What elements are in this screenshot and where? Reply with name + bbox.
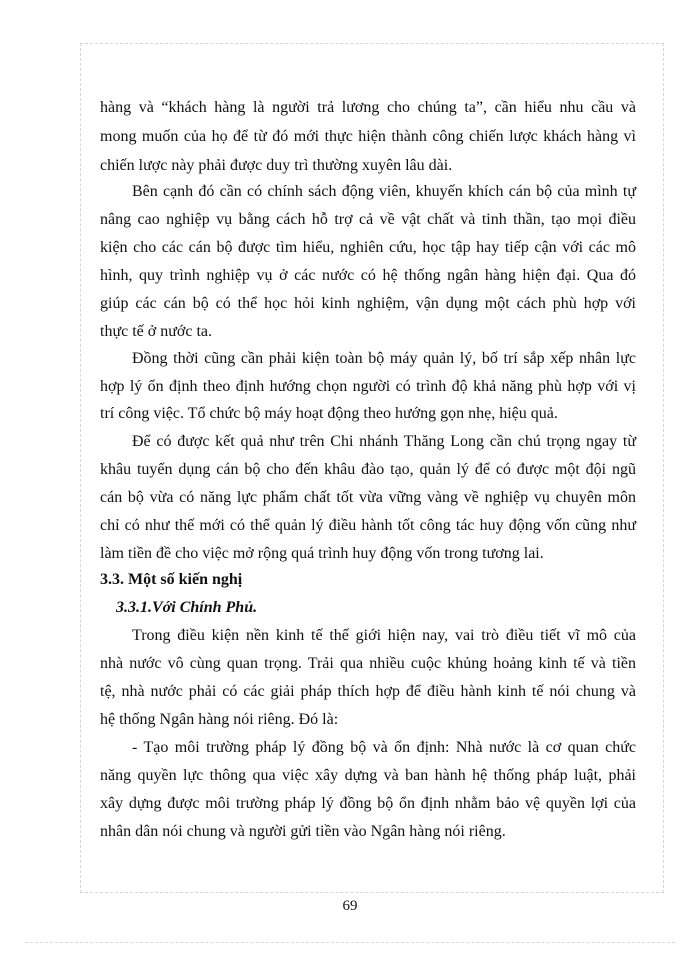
text-line: nhà nước vô cùng quan trọng. Trải qua nhiều cuộc khủng hoảng kinh tế và tiền (100, 655, 636, 672)
text-line: giúp các cán bộ có thể học hỏi kinh nghiệm, vận dụng một cách phù hợp với (100, 295, 636, 312)
text-line: thực tế ở nước ta. (100, 323, 213, 340)
text-line: hàng và “khách hàng là người trả lương cho chúng ta”, cần hiểu nhu cầu và (100, 99, 636, 116)
text-line: làm tiền đề cho việc mở rộng quá trình huy động vốn trong tương lai. (100, 545, 544, 562)
text-line: chỉ có như thế mới có thể quản lý điều hành tốt công tác huy động vốn cũng như (100, 517, 636, 534)
text-line: Bên cạnh đó cần có chính sách động viên, khuyến khích cán bộ của mình tự (132, 183, 636, 200)
text-line: kiện cho các cán bộ được tìm hiểu, nghiên cứu, học tập hay tiếp cận với các mô (100, 239, 636, 256)
text-line: năng quyền lực thông qua việc xây dựng và ban hành hệ thống pháp luật, phải (100, 767, 636, 784)
text-line: tệ, nhà nước phải có các giải pháp thích hợp để điều hành kinh tế nói chung và (100, 683, 636, 700)
text-line: chiến lược này phải được duy trì thường xuyên lâu dài. (100, 157, 453, 174)
text-line: nhân dân nói chung và người gửi tiền vào Ngân hàng nói riêng. (100, 823, 506, 840)
text-line: khâu tuyển dụng cán bộ cho đến khâu đào tạo, quản lý để có được một đội ngũ (100, 461, 636, 478)
text-line: cán bộ vừa có năng lực phẩm chất tốt vừa vững vàng về nghiệp vụ chuyên môn (100, 489, 636, 506)
page-number: 69 (342, 898, 358, 914)
text-line: mong muốn của họ để từ đó mới thực hiện thành công chiến lược khách hàng vì (100, 128, 636, 145)
text-line: hệ thống Ngân hàng nói riêng. Đó là: (100, 711, 339, 728)
text-line: nâng cao nghiệp vụ bằng cách hỗ trợ cả về vật chất và tinh thần, tạo mọi điều (100, 211, 636, 228)
text-line: xây dựng được môi trường pháp lý đồng bộ ổn định nhằm bảo vệ quyền lợi của (100, 795, 636, 812)
text-line: hình, quy trình nghiệp vụ ở các nước có hệ thống ngân hàng hiện đại. Qua đó (100, 267, 636, 284)
text-line: Đồng thời cũng cần phải kiện toàn bộ máy quản lý, bố trí sắp xếp nhân lực (132, 350, 636, 367)
text-line: trí công việc. Tổ chức bộ máy hoạt động theo hướng gọn nhẹ, hiệu quả. (100, 405, 558, 422)
page-bottom-rule (25, 942, 675, 943)
subsection-heading: 3.3.1.Với Chính Phủ. (116, 599, 258, 616)
text-line: Trong điều kiện nền kinh tế thế giới hiện nay, vai trò điều tiết vĩ mô của (132, 627, 636, 644)
text-line: hợp lý ổn định theo định hướng chọn người có trình độ khả năng phù hợp với vị (100, 378, 636, 395)
text-line: Để có được kết quả như trên Chi nhánh Thăng Long cần chú trọng ngay từ (132, 433, 636, 450)
text-line: - Tạo môi trường pháp lý đồng bộ và ổn định: Nhà nước là cơ quan chức (132, 739, 636, 756)
section-heading: 3.3. Một số kiến nghị (100, 571, 243, 588)
